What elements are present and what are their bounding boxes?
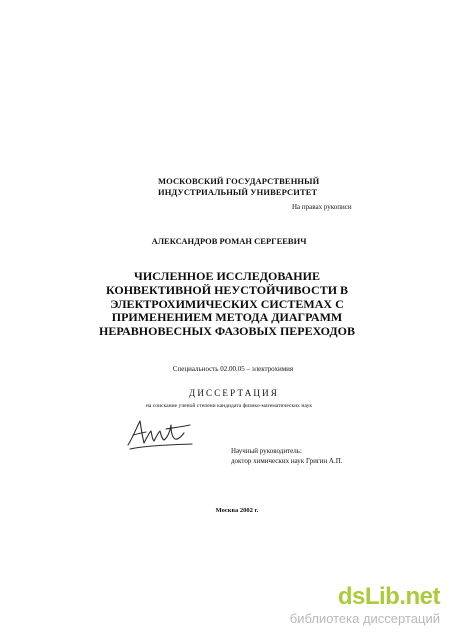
author-name: АЛЕКСАНДРОВ РОМАН СЕРГЕЕВИЧ [151,236,307,246]
title-line: ЧИСЛЕННОЕ ИССЛЕДОВАНИЕ [134,269,320,283]
thesis-title [0,270,450,339]
title-line: ЭЛЕКТРОХИМИЧЕСКИХ СИСТЕМАХ С [110,296,344,311]
handwritten-signature [124,415,196,453]
place-and-year: Москва 2002 г. [215,507,259,514]
manuscript-rights: На правах рукописи [292,203,352,211]
university-line-1: МОСКОВСКИЙ ГОСУДАРСТВЕННЫЙ [158,176,320,186]
document-type: ДИССЕРТАЦИЯ [188,388,279,398]
university-name [158,176,319,198]
university-line-2: ИНДУСТРИАЛЬНЫЙ УНИВЕРСИТЕТ [158,187,318,197]
title-line: НЕРАВНОВЕСНЫХ ФАЗОВЫХ ПЕРЕХОДОВ [98,324,356,339]
supervisor-label: Научный руководитель: [231,447,302,455]
watermark-brand: dsLib.net [337,583,440,610]
title-line: ПРИМЕНЕНИЕМ МЕТОДА ДИАГРАММ [111,310,343,325]
degree-line: на соискание ученой степени кандидата физико-математических наук [145,403,313,409]
supervisor-name: доктор химических наук Григин А.П. [231,457,343,465]
title-line: КОНВЕКТИВНОЙ НЕУСТОЙЧИВОСТИ В [105,282,349,297]
specialty-line: Специальность 02.00.05 – электрохимия [172,365,294,373]
site-watermark [290,584,440,626]
watermark-subtitle: библиотека диссертаций [289,611,440,626]
supervisor-block [231,446,343,466]
